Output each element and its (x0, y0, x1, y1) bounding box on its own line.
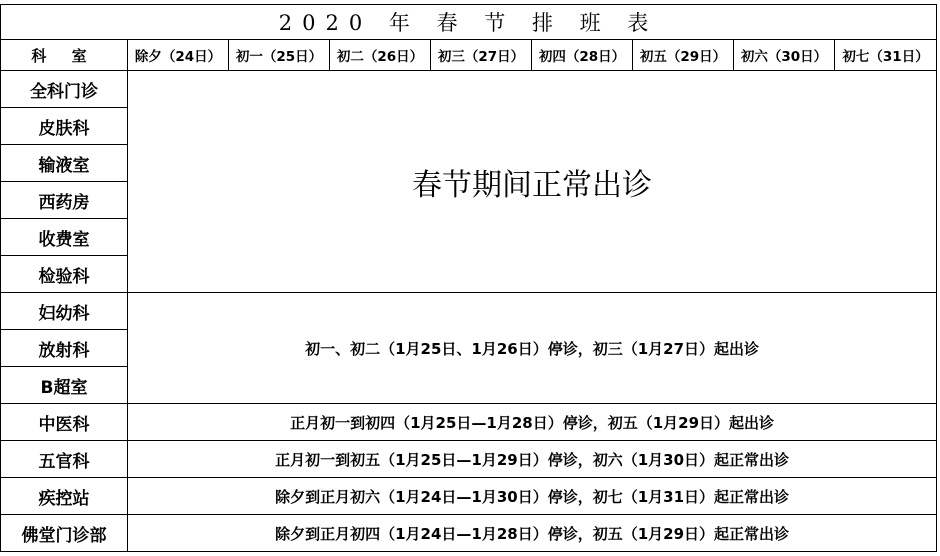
header-date-chuxi[interactable]: 除夕（24日） (128, 40, 229, 71)
department-cell[interactable]: 西药房 (1, 182, 128, 219)
header-row (1, 40, 937, 71)
header-date-chusi[interactable]: 初四（28日） (532, 40, 633, 71)
table-row (1, 293, 937, 330)
table-row (1, 71, 937, 108)
department-cell[interactable]: 输液室 (1, 145, 128, 182)
table-row (1, 478, 937, 515)
department-cell[interactable]: 全科门诊 (1, 71, 128, 108)
notice-wuguan[interactable]: 正月初一到初五（1月25日—1月29日）停诊，初六（1月30日）起正常出诊 (128, 441, 937, 478)
department-cell[interactable]: 疾控站 (1, 478, 128, 515)
header-date-chuliu[interactable]: 初六（30日） (734, 40, 835, 71)
department-cell[interactable]: 五官科 (1, 441, 128, 478)
department-cell[interactable]: 佛堂门诊部 (1, 515, 128, 552)
department-cell[interactable]: 检验科 (1, 256, 128, 293)
notice-group-two[interactable]: 初一、初二（1月25日、1月26日）停诊，初三（1月27日）起出诊 (128, 293, 937, 404)
header-date-chuwu[interactable]: 初五（29日） (633, 40, 734, 71)
header-date-chusan[interactable]: 初三（27日） (431, 40, 532, 71)
header-department[interactable]: 科 室 (1, 40, 128, 71)
table-row (1, 515, 937, 552)
table-row (1, 404, 937, 441)
department-cell[interactable]: 收费室 (1, 219, 128, 256)
department-cell[interactable]: 妇幼科 (1, 293, 128, 330)
header-date-chuqi[interactable]: 初七（31日） (835, 40, 937, 71)
header-date-chuer[interactable]: 初二（26日） (330, 40, 431, 71)
department-cell[interactable]: 放射科 (1, 330, 128, 367)
notice-zhongyi[interactable]: 正月初一到初四（1月25日—1月28日）停诊，初五（1月29日）起出诊 (128, 404, 937, 441)
schedule-table (0, 4, 937, 552)
header-date-chuyi[interactable]: 初一（25日） (229, 40, 330, 71)
title-row (1, 5, 937, 40)
department-cell[interactable]: 中医科 (1, 404, 128, 441)
department-cell[interactable]: 皮肤科 (1, 108, 128, 145)
table-row (1, 441, 937, 478)
notice-fotang[interactable]: 除夕到正月初四（1月24日—1月28日）停诊，初五（1月29日）起正常出诊 (128, 515, 937, 552)
department-cell[interactable]: B超室 (1, 367, 128, 404)
notice-normal-service[interactable]: 春节期间正常出诊 (128, 71, 937, 293)
table-title[interactable]: 2020 年 春 节 排 班 表 (1, 5, 937, 40)
notice-jikong[interactable]: 除夕到正月初六（1月24日—1月30日）停诊，初七（1月31日）起正常出诊 (128, 478, 937, 515)
